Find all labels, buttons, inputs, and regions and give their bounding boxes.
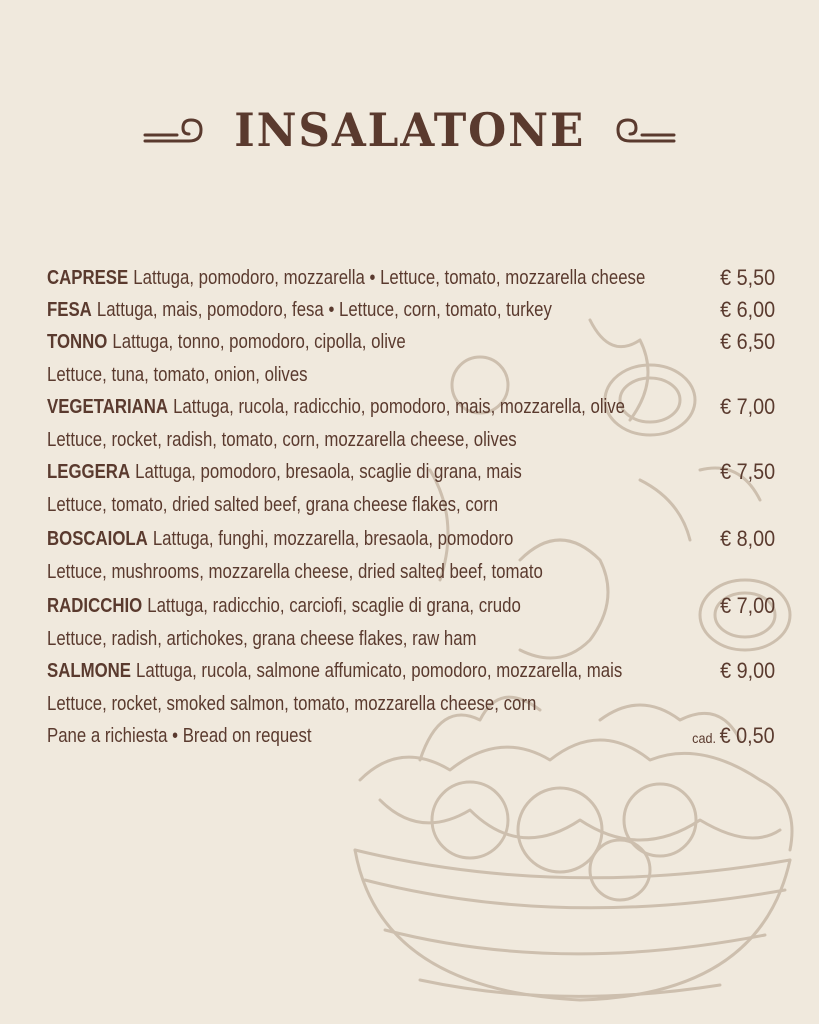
item-name: FESA [47, 299, 92, 321]
menu-item-leggera [47, 456, 787, 488]
cad-label: cad. [692, 730, 717, 746]
item-description: Lattuga, pomodoro, mozzarella • Lettuce, tomato, mozzarella cheese [133, 267, 646, 289]
item-name: TONNO [47, 331, 108, 353]
bread-note [47, 720, 787, 752]
item-translation [47, 622, 787, 655]
item-name: RADICCHIO [47, 595, 143, 617]
right-swirl-ornament [614, 115, 676, 145]
salad-menu-list [47, 262, 787, 752]
item-english-description: Lettuce, mushrooms, mozzarella cheese, dried salted beef, tomato [47, 560, 543, 583]
item-name: BOSCAIOLA [47, 528, 148, 550]
item-name: CAPRESE [47, 267, 129, 289]
bread-price-wrap [693, 720, 775, 754]
item-price: € 6,00 [719, 297, 775, 322]
item-name: LEGGERA [47, 461, 131, 483]
item-price: € 7,00 [719, 394, 775, 419]
item-translation [47, 687, 787, 720]
item-name: VEGETARIANA [47, 396, 169, 418]
menu-item-vegetariana [47, 391, 787, 423]
item-description: Lattuga, radicchio, carciofi, scaglie di grana, crudo [147, 595, 521, 617]
menu-item-tonno [47, 326, 787, 358]
item-translation [47, 423, 787, 456]
item-price: € 5,50 [719, 265, 775, 290]
menu-item-radicchio [47, 590, 787, 622]
bread-text: Pane a richiesta • Bread on request [47, 725, 312, 747]
menu-item-fesa [47, 294, 787, 326]
item-english-description: Lettuce, tomato, dried salted beef, grana cheese flakes, corn [47, 493, 499, 516]
item-description: Lattuga, rucola, salmone affumicato, pomodoro, mozzarella, mais [136, 660, 623, 682]
item-name: SALMONE [47, 660, 131, 682]
item-description: Lattuga, pomodoro, bresaola, scaglie di grana, mais [135, 461, 522, 483]
menu-item-caprese [47, 262, 787, 294]
left-swirl-ornament [143, 115, 205, 145]
item-translation [47, 488, 787, 521]
item-description: Lattuga, funghi, mozzarella, bresaola, pomodoro [152, 528, 514, 550]
item-description: Lattuga, rucola, radicchio, pomodoro, mais, mozzarella, olive [173, 396, 626, 418]
bread-price: € 0,50 [719, 723, 775, 748]
item-price: € 7,50 [719, 459, 775, 484]
item-translation [47, 358, 787, 391]
item-english-description: Lettuce, radish, artichokes, grana cheese flakes, raw ham [47, 627, 477, 650]
item-english-description: Lettuce, rocket, radish, tomato, corn, mozzarella cheese, olives [47, 428, 517, 451]
page-title: INSALATONE [234, 103, 585, 157]
item-price: € 7,00 [719, 593, 775, 618]
menu-header [0, 98, 819, 162]
item-description: Lattuga, mais, pomodoro, fesa • Lettuce, corn, tomato, turkey [96, 299, 552, 321]
menu-item-salmone [47, 655, 787, 687]
item-translation [47, 555, 787, 588]
item-price: € 8,00 [719, 526, 775, 551]
item-description: Lattuga, tonno, pomodoro, cipolla, olive [112, 331, 406, 353]
item-price: € 9,00 [719, 658, 775, 683]
item-english-description: Lettuce, tuna, tomato, onion, olives [47, 363, 308, 386]
menu-item-boscaiola [47, 523, 787, 555]
item-price: € 6,50 [719, 329, 775, 354]
item-english-description: Lettuce, rocket, smoked salmon, tomato, mozzarella cheese, corn [47, 692, 537, 715]
